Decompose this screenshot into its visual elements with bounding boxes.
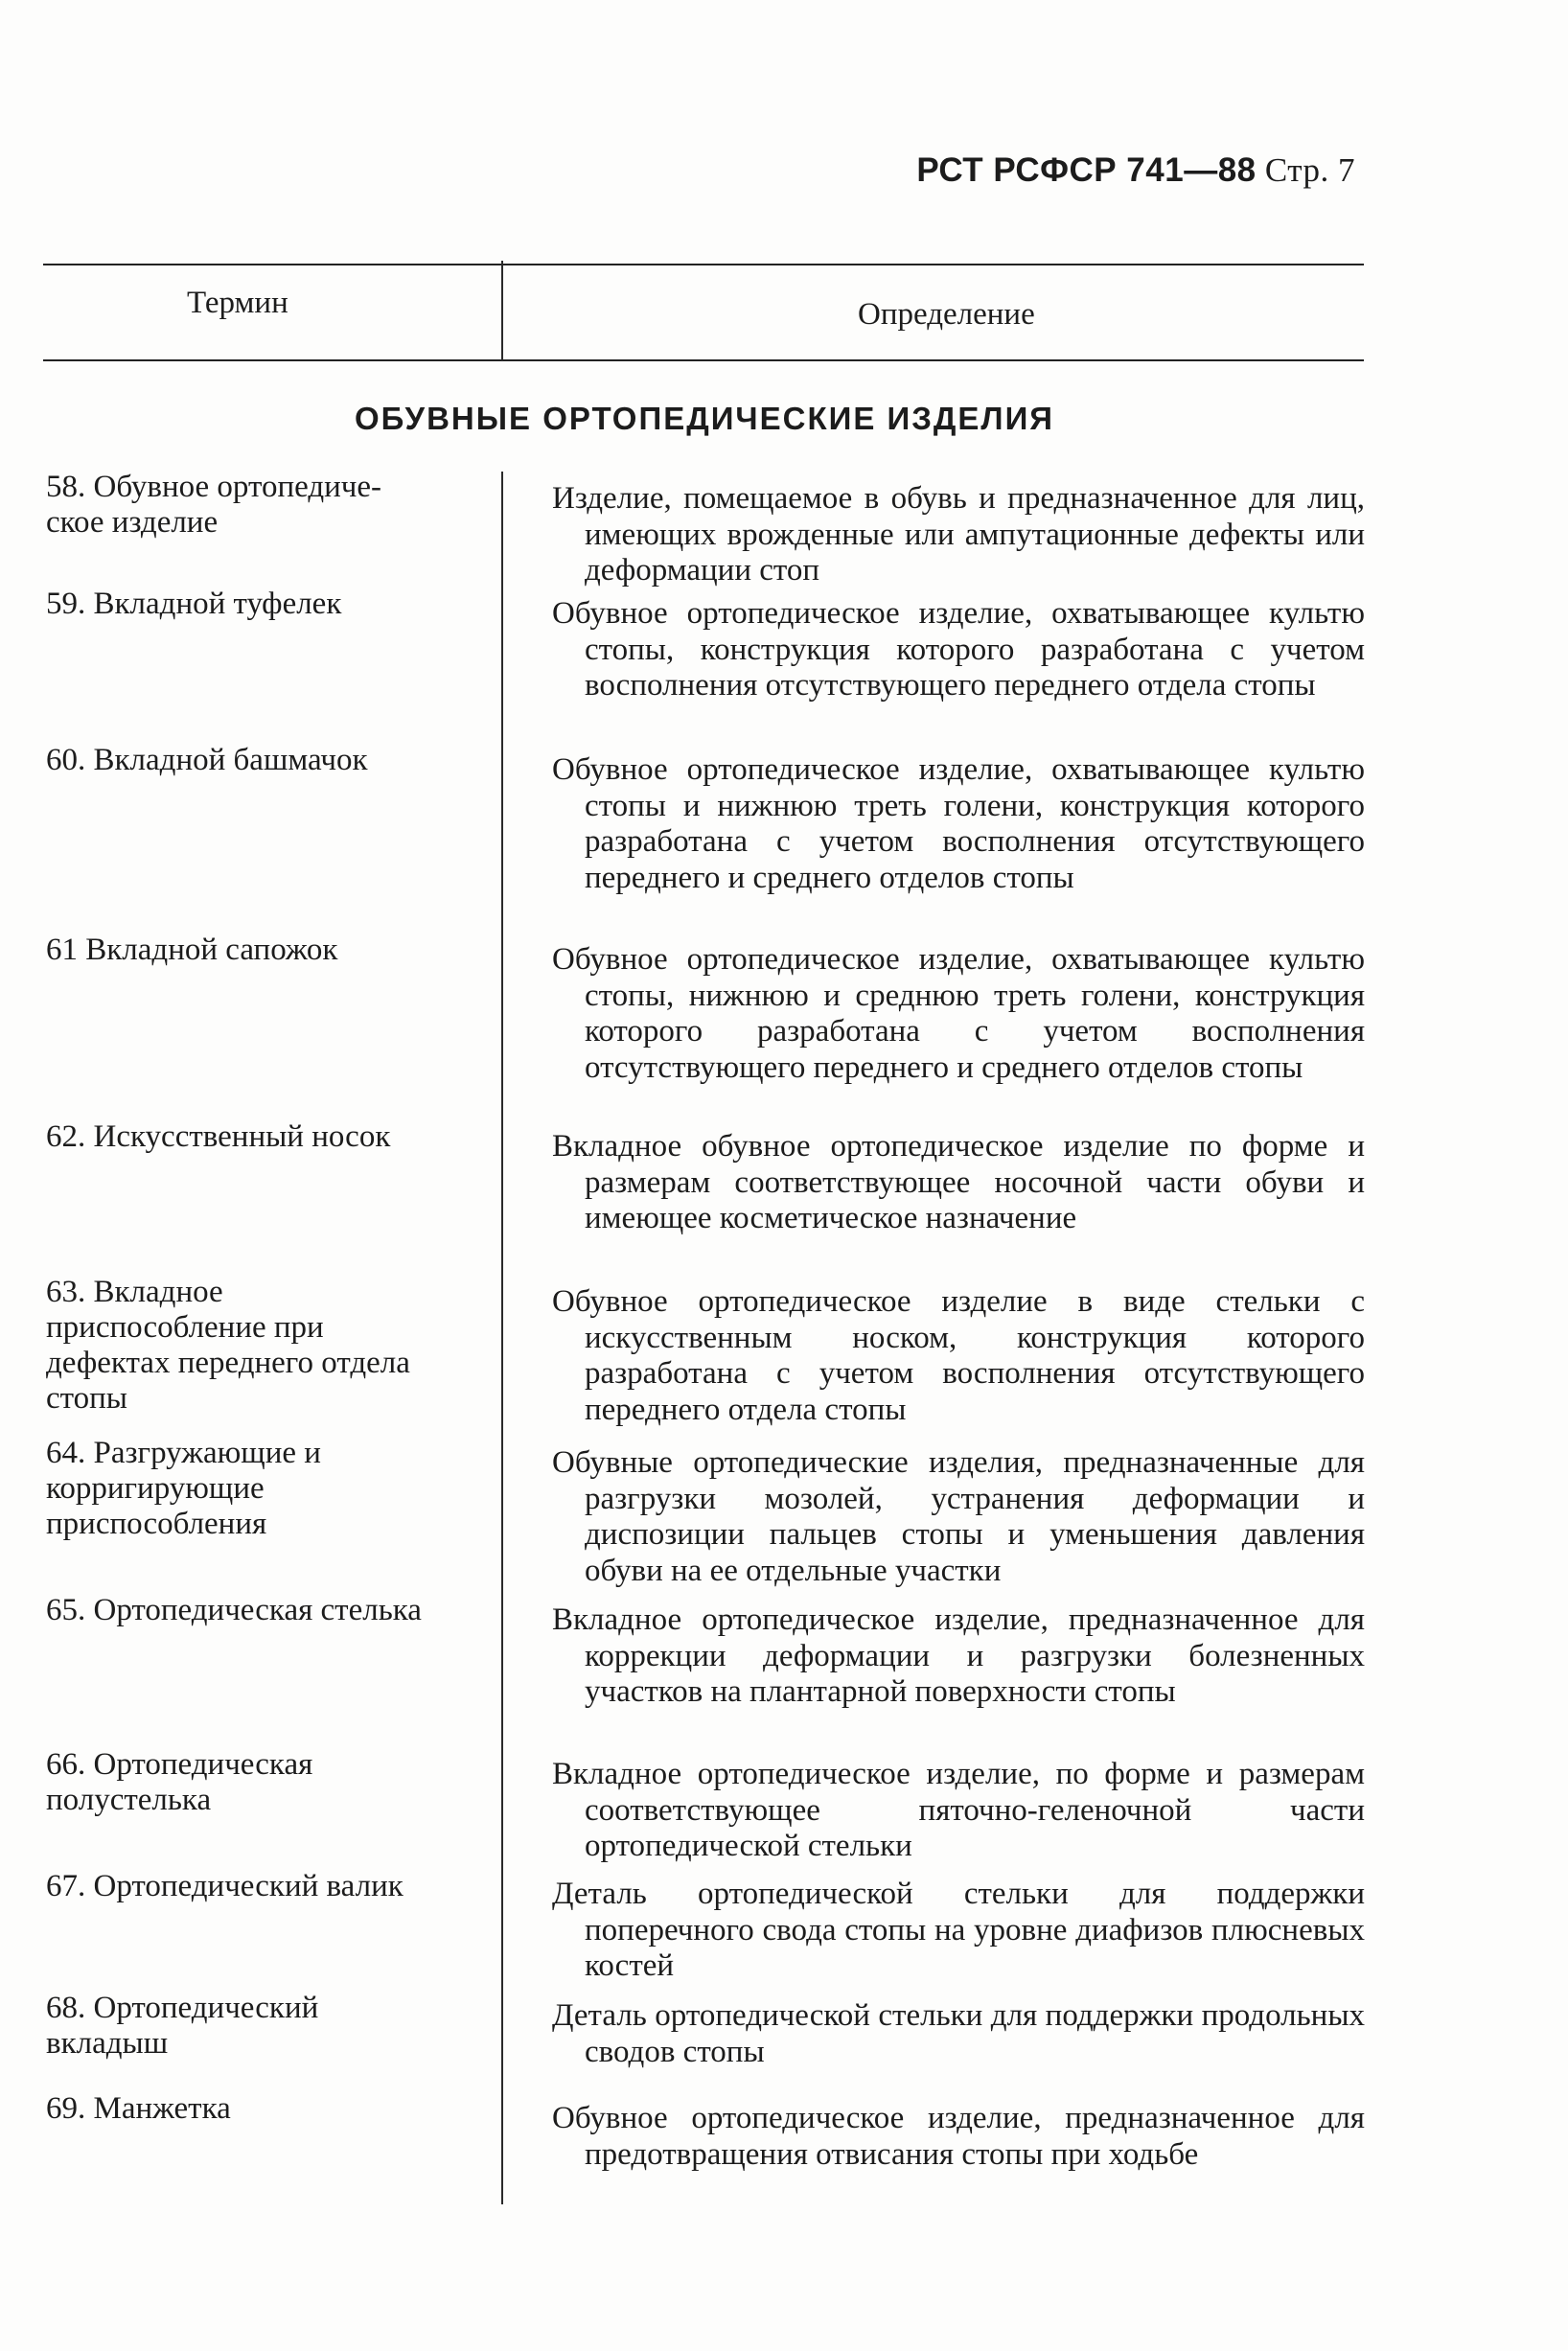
term-68: 68. Ортопедический вкладыш <box>46 1991 319 2061</box>
definition-69: Обувное ортопедическое изделие, предназначенное для предотвращения отвисания стопы при ходьбе <box>552 2101 1365 2172</box>
term-63: 63. Вкладное приспособление при дефектах переднего отдела стопы <box>46 1275 410 1416</box>
term-65: 65. Ортопедическая стелька <box>46 1593 422 1627</box>
term-69: 69. Манжетка <box>46 2091 231 2126</box>
section-title: ОБУВНЫЕ ОРТОПЕДИЧЕСКИЕ ИЗДЕЛИЯ <box>354 401 1055 436</box>
column-header-definition: Определение <box>858 297 1035 332</box>
definition-58: Изделие, помещаемое в обувь и предназначенное для лиц, имеющих врожденные или ампутационные дефекты или деформации стоп <box>552 481 1365 588</box>
column-header-term: Термин <box>187 286 288 320</box>
definition-59: Обувное ортопедическое изделие, охватывающее культю стопы, конструкция которого разработана с учетом восполнения отсутствующего переднего отдела стопы <box>552 596 1365 703</box>
table-header-rule <box>43 359 1364 361</box>
definition-61: Обувное ортопедическое изделие, охватывающее культю стопы, нижнюю и среднюю треть голени, конструкция которого разработана с учетом восполнения отсутствующего переднего и среднего отделов стопы <box>552 942 1365 1085</box>
definition-65: Вкладное ортопедическое изделие, предназначенное для коррекции деформации и разгрузки болезненных участков на плантарной поверхности стопы <box>552 1602 1365 1709</box>
standard-number: РСТ РСФСР 741—88 <box>916 151 1257 189</box>
term-61: 61 Вкладной сапожок <box>46 933 338 967</box>
term-62: 62. Искусственный носок <box>46 1119 391 1154</box>
term-67: 67. Ортопедический валик <box>46 1869 404 1903</box>
table-top-rule <box>43 264 1364 265</box>
definition-64: Обувные ортопедические изделия, предназначенные для разгрузки мозолей, устранения деформации и диспозиции пальцев стопы и уменьшения давления обуви на ее отдельные участки <box>552 1445 1365 1588</box>
definition-66: Вкладное ортопедическое изделие, по форме и размерам соответствующее пяточно-геленочной части ортопедической стельки <box>552 1757 1365 1863</box>
term-66: 66. Ортопедическая полустелька <box>46 1747 313 1817</box>
term-58: 58. Обувное ортопедиче- ское изделие <box>46 470 382 540</box>
term-60: 60. Вкладной башмачок <box>46 743 368 777</box>
page-header <box>916 151 1355 190</box>
definition-67: Деталь ортопедической стельки для поддержки поперечного свода стопы на уровне диафизов плюсневых костей <box>552 1877 1365 1983</box>
term-59: 59. Вкладной туфелек <box>46 587 342 621</box>
page-number: Стр. 7 <box>1264 151 1355 189</box>
definition-60: Обувное ортопедическое изделие, охватывающее культю стопы и нижнюю треть голени, конструкция которого разработана с учетом восполнения отсутствующего переднего и среднего отделов стопы <box>552 752 1365 895</box>
term-64: 64. Разгружающие и корригирующие приспособления <box>46 1436 321 1541</box>
definition-63: Обувное ортопедическое изделие в виде стельки с искусственным носком, конструкция которого разработана с учетом восполнения отсутствующего переднего отдела стопы <box>552 1284 1365 1427</box>
definition-62: Вкладное обувное ортопедическое изделие по форме и размерам соответствующее носочной части обуви и имеющее косметическое назначение <box>552 1129 1365 1235</box>
definition-68: Деталь ортопедической стельки для поддержки продольных сводов стопы <box>552 1998 1365 2069</box>
body-column-divider <box>501 472 503 2204</box>
